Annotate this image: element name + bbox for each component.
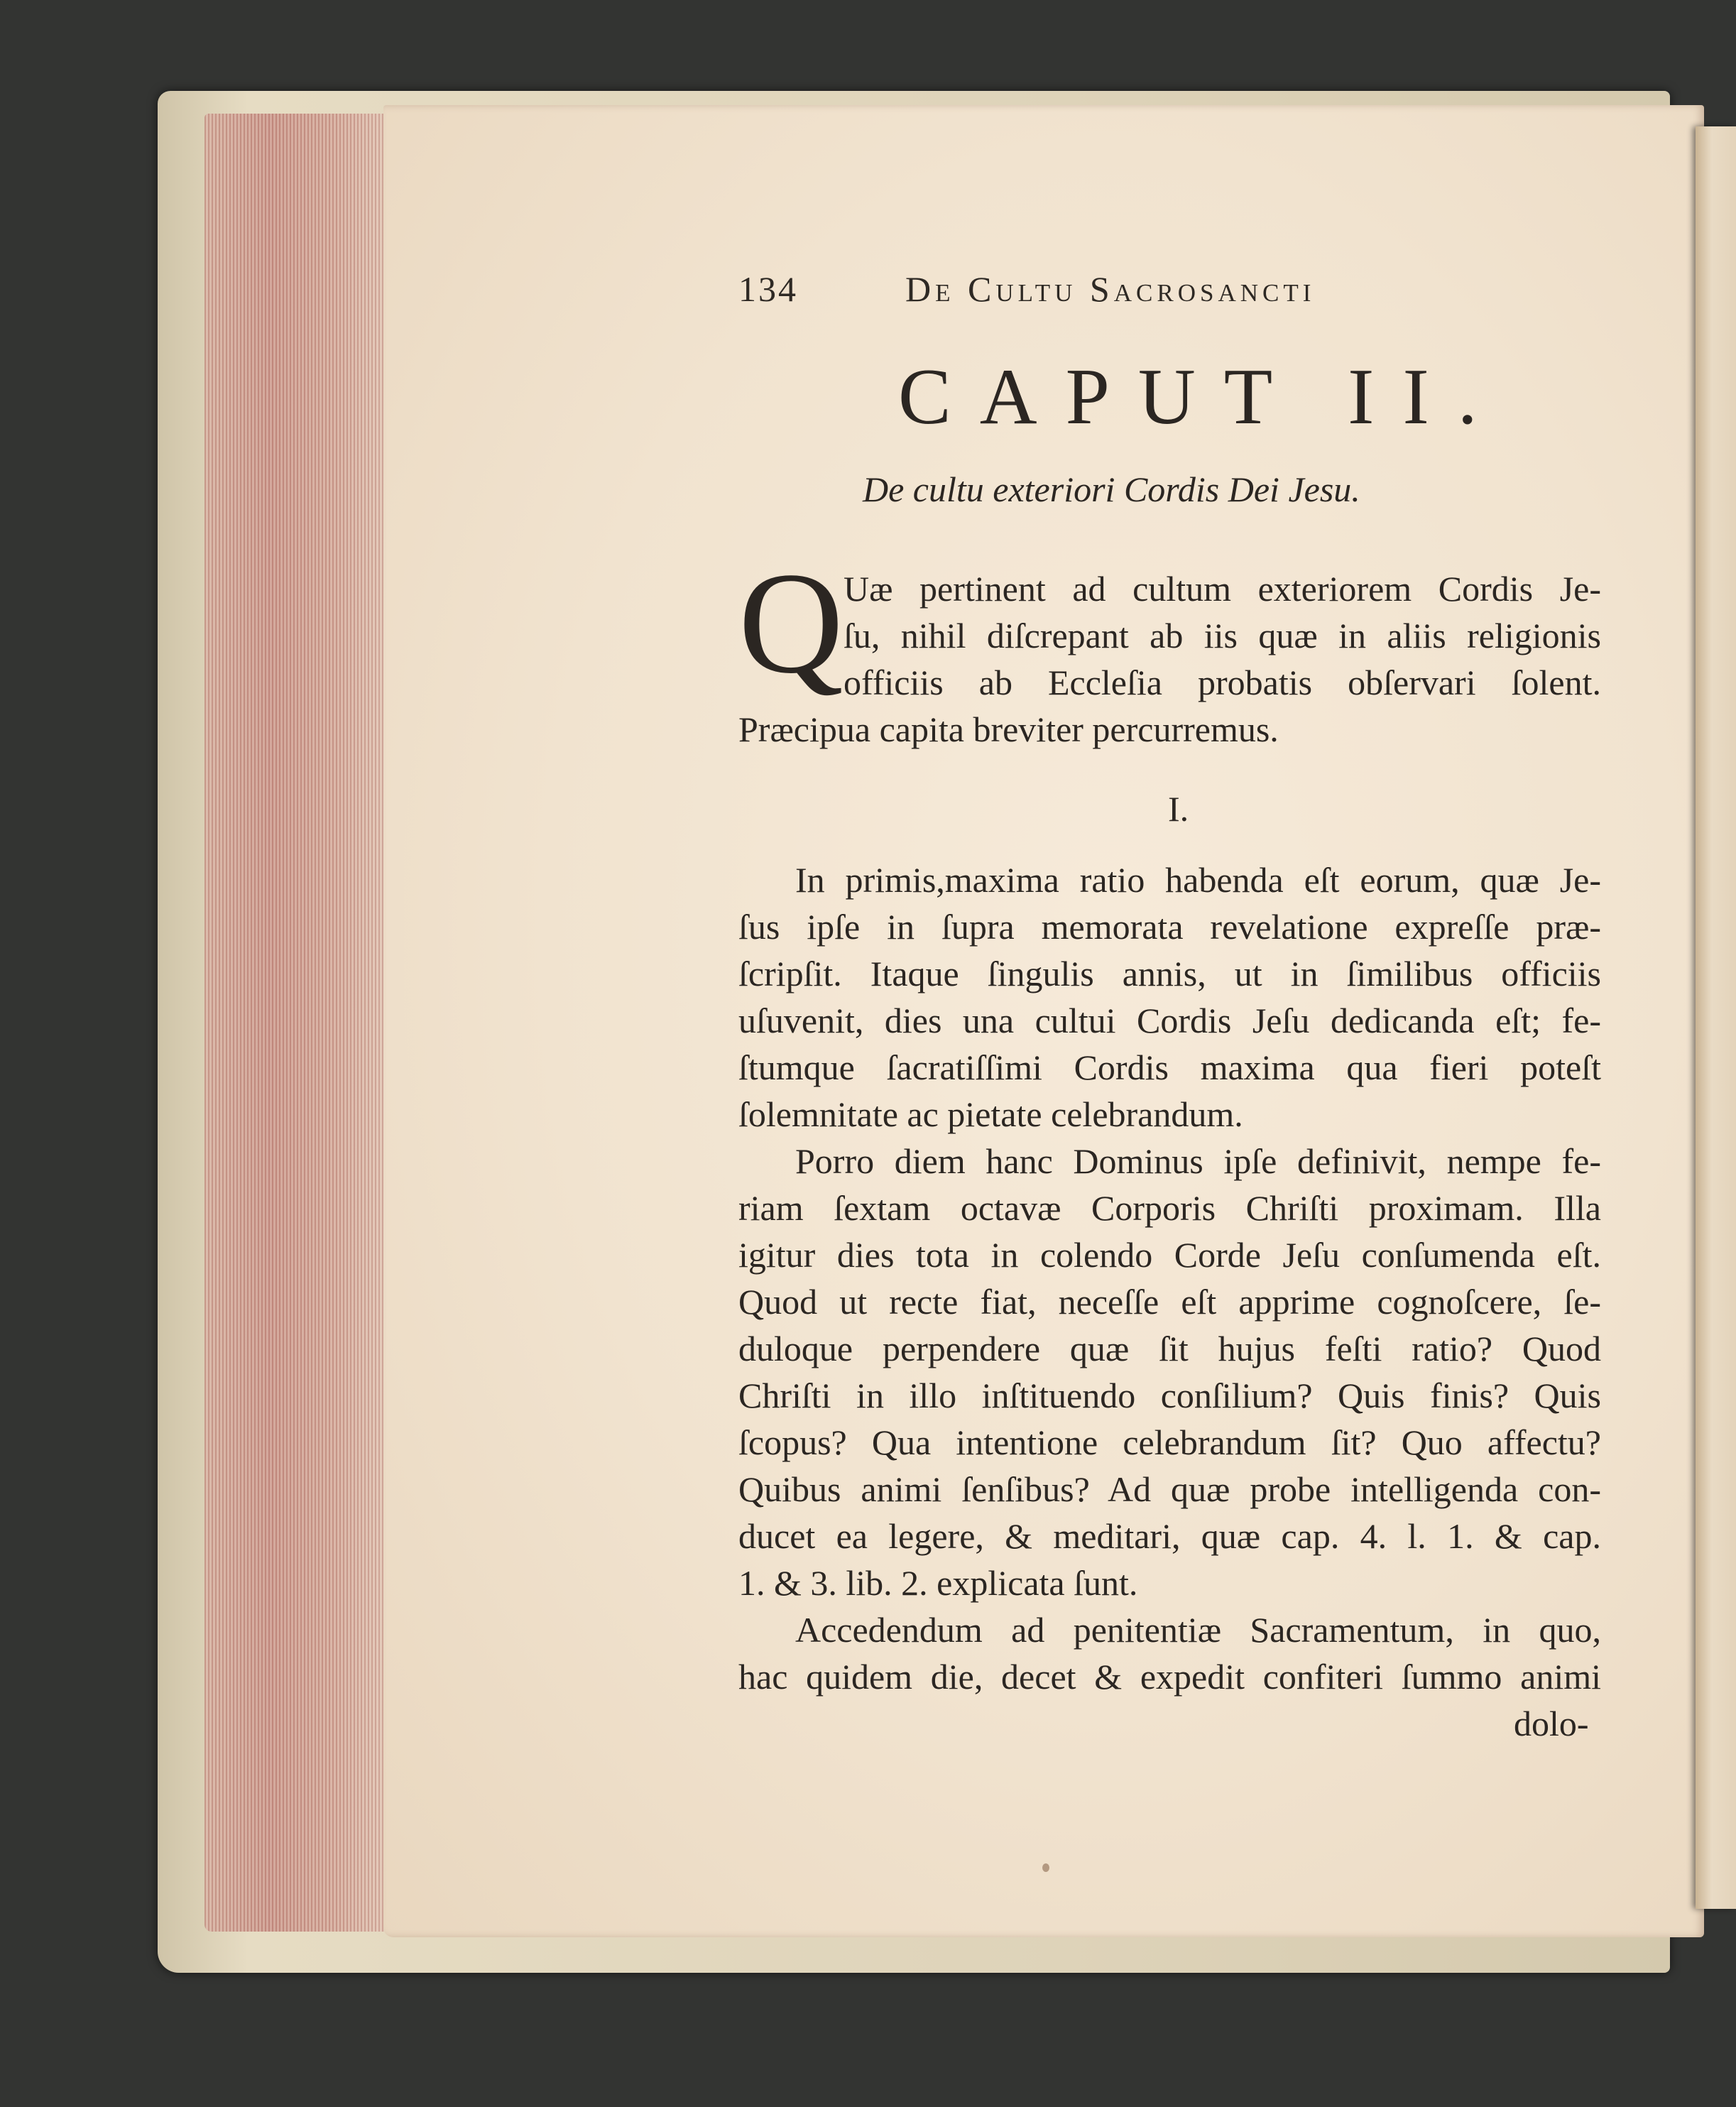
body-line: ſtumque ſacratiſſimi Cordis maxima qua fieri poteſt [738,1047,1601,1087]
body-line: Quod ut recte fiat, neceſſe eſt apprime cognoſcere, ſe- [738,1282,1601,1322]
body-line: duloque perpendere quæ ſit hujus feſti ratio? Quod [738,1329,1601,1368]
body-line: ducet ea legere, & meditari, quæ cap. 4. l. 1. & cap. [738,1516,1601,1556]
body-line: hac quidem die, decet & expedit confiteri ſummo animi [738,1657,1601,1697]
section-number: I. [1168,789,1189,829]
drop-cap: Q [738,543,844,704]
facing-page-edge [1696,126,1736,1909]
catchword: dolo- [1514,1704,1589,1743]
body-line: ſcopus? Qua intentione celebrandum ſit? Quo affectu? [738,1422,1601,1462]
body-line: Porro diem hanc Dominus ipſe definivit, nempe fe- [795,1141,1601,1181]
body-line: ſus ipſe in ſupra memorata revelatione expreſſe præ- [738,907,1601,947]
body-line: ſcripſit. Itaque ſingulis annis, ut in ſimilibus officiis [738,954,1601,993]
body-line: ſolemnitate ac pietate celebrandum. [738,1094,1243,1134]
body-line: uſuvenit, dies una cultui Cordis Jeſu dedicanda eſt; fe- [738,1001,1601,1040]
running-title: De Cultu Sacrosancti [905,269,1316,309]
paper-speck [1042,1863,1049,1872]
body-line: igitur dies tota in colendo Corde Jeſu conſumenda eſt. [738,1235,1601,1275]
body-line: Chriſti in illo inſtituendo conſilium? Quis finis? Quis [738,1376,1601,1415]
running-head [738,268,1477,318]
page-number: 134 [738,269,798,309]
body-line: 1. & 3. lib. 2. explicata ſunt. [738,1563,1138,1603]
intro-line: officiis ab Eccleſia probatis obſervari ſolent. [844,663,1601,702]
red-edged-page-block [204,114,389,1932]
body-line: riam ſextam octavæ Corporis Chriſti proximam. Illa [738,1188,1601,1228]
chapter-subtitle: De cultu exteriori Cordis Dei Jesu. [863,469,1360,509]
intro-line: Præcipua capita breviter percurremus. [738,709,1279,749]
body-line: In primis,maxima ratio habenda eſt eorum, quæ Je- [795,860,1601,900]
intro-line: Uæ pertinent ad cultum exteriorem Cordis Je- [844,569,1601,609]
body-line: Accedendum ad penitentiæ Sacramentum, in quo, [795,1610,1601,1650]
body-line: Quibus animi ſenſibus? Ad quæ probe intelligenda con- [738,1469,1601,1509]
intro-line: ſu, nihil diſcrepant ab iis quæ in aliis religionis [844,616,1601,655]
chapter-heading: CAPUT II. [898,353,1506,441]
